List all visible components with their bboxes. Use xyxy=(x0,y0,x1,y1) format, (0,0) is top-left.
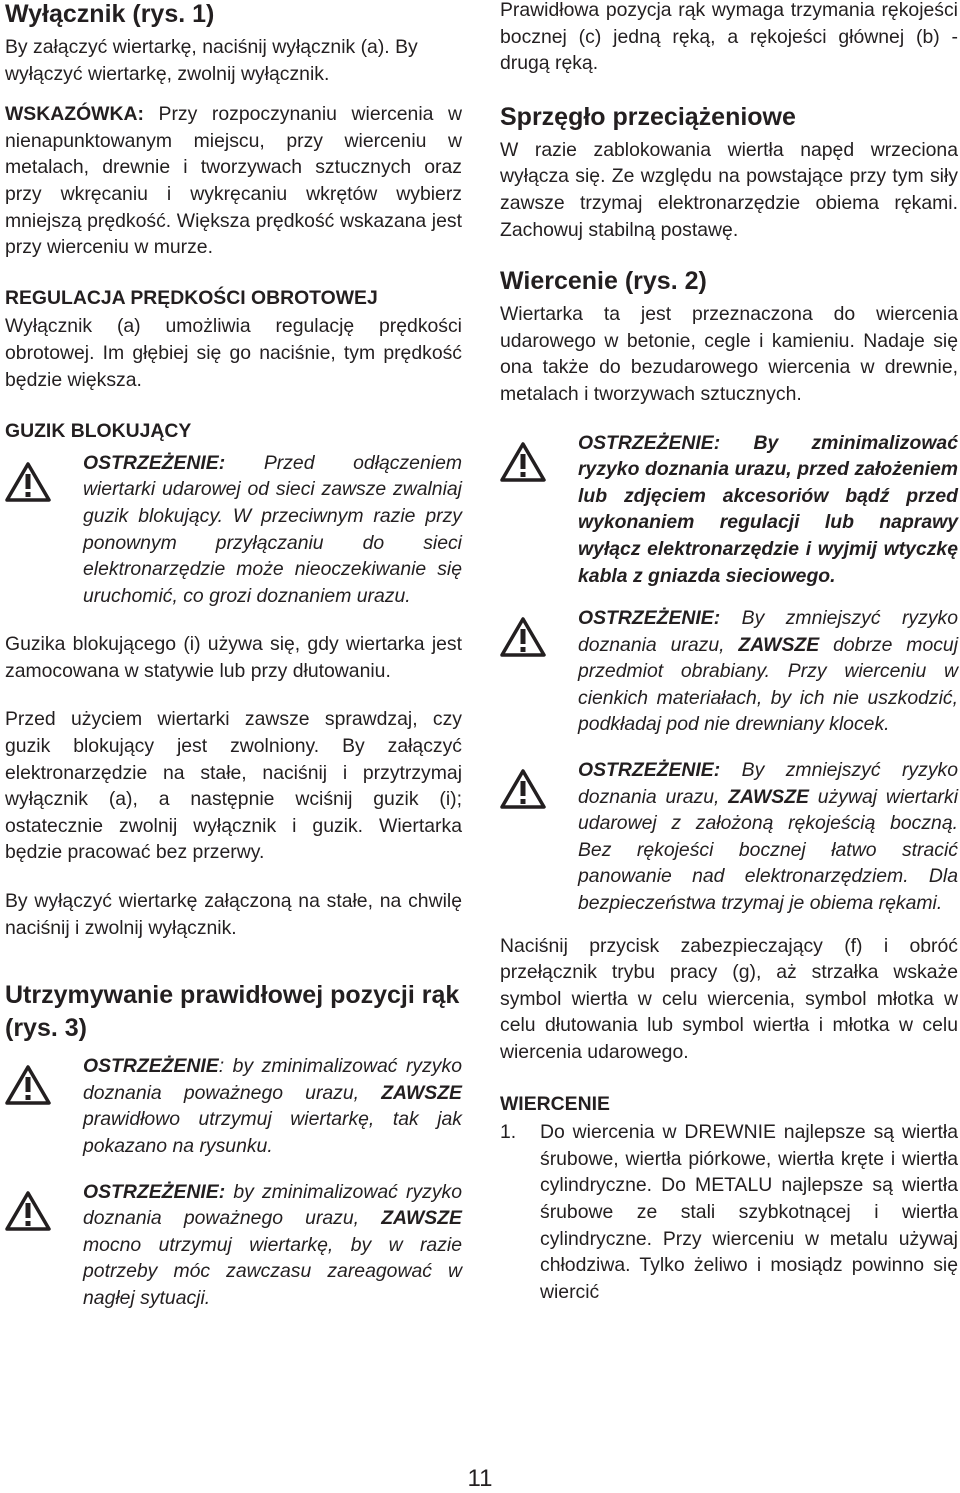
drilling-text: Wiertarka ta jest przeznaczona do wiercenia udarowego w betonie, cegle i kamieniu. Nadaje się ona także do bezudarowego wiercenia w drewnie, metalach i tworzywach sztucznych. xyxy=(500,303,958,405)
lock-warning-label: OSTRZEŻENIE: xyxy=(83,451,226,474)
drill-warning-3-text-b: używaj wiertarki udarowej z założoną rękojeścią boczną. Bez rękojeści bocznej łatwo stracić panowanie nad elektronarzędziem. Dla bezpieczeństwa trzymaj je obiema rękami. xyxy=(578,785,959,915)
hands-warning-1-text-a: : by zminimalizować ryzyko doznania poważnego urazu, xyxy=(83,1055,462,1104)
drill-warning-1-label: OSTRZEŻENIE: xyxy=(578,431,721,454)
hands-warning-1 xyxy=(5,1053,462,1159)
hint-label: WSKAZÓWKA: xyxy=(5,103,144,126)
list-item-number: 1. xyxy=(500,1121,517,1144)
warning-triangle-icon xyxy=(500,617,546,657)
hands-heading: Utrzymywanie prawidłowej pozycji rąk (rys. 3) xyxy=(5,981,460,1043)
drill-warning-2-label: OSTRZEŻENIE: xyxy=(578,607,721,630)
hands-warning-2-text-a: by zminimalizować ryzyko doznania poważnego urazu, xyxy=(83,1180,463,1230)
clutch-heading: Sprzęgło przeciążeniowe xyxy=(500,102,796,131)
lock-heading: GUZIK BLOKUJĄCY xyxy=(5,420,192,443)
hands-warning-2 xyxy=(5,1179,462,1312)
drilling-list xyxy=(500,1119,958,1305)
clutch-text: W razie zablokowania wiertła napęd wrzeciona wyłącza się. Ze względu na powstające przy tym siły zawsze trzymaj elektronarzędzie obiema rękami. Zachowuj stabilną postawę. xyxy=(500,138,958,241)
mode-selector-text: Naciśnij przycisk zabezpieczający (f) i obróć przełącznik trybu pracy (g), aż strzałka wskaże symbol wiertła w celu wiercenia, symbol młotka w celu dłutowania lub symbol wiertła i młotka w celu wiercenia udarowego. xyxy=(500,934,958,1063)
lock-paragraph-1: Guzika blokującego (i) używa się, gdy wiertarka jest zamocowana w statywie lub przy dłutowaniu. xyxy=(5,633,462,682)
hint-paragraph xyxy=(5,101,462,261)
list-item-text: Do wiercenia w DREWNIE najlepsze są wiertła śrubowe, wiertła piórkowe, wiertła kręte i wiertła cylindryczne. Do METALU najlepsze są wiertła śrubowe ze stali szybkotnącej i wiertła cylindryczne. Przy wierceniu w metalu używaj chłodziwa. Tylko żeliwo i mosiądz powinno się wiercić xyxy=(540,1121,958,1303)
drill-warning-2-text-a: By zmniejszyć ryzyko doznania urazu, xyxy=(578,607,958,656)
speed-text: Wyłącznik (a) umożliwia regulację prędkości obrotowej. Im głębiej się go naciśnie, tym prędkość będzie większa. xyxy=(5,315,462,391)
drilling-heading: Wiercenie (rys. 2) xyxy=(500,267,707,296)
lock-paragraph-2: Przed użyciem wiertarki zawsze sprawdzaj, czy guzik blokujący jest zwolniony. By załączyć elektronarzędzie na stałe, naciśnij i przytrzymaj wyłącznik (a), a następnie wciśnij guzik (i); ostatecznie zwolnij wyłącznik i guzik. Wiertarka będzie pracować bez przerwy. xyxy=(5,708,462,864)
warning-triangle-icon xyxy=(500,442,546,482)
drill-warning-3-bold: ZAWSZE xyxy=(728,785,809,808)
hands-warning-2-text-b: mocno utrzymuj wiertarkę, by w razie potrzeby móc zawczasu zareagować w nagłej sytuacji. xyxy=(83,1233,462,1309)
hands-position-text: Prawidłowa pozycja rąk wymaga trzymania rękojeści bocznej (c) jedną ręką, a rękojeści głównej (b) - drugą ręką. xyxy=(500,0,958,75)
drill-warning-2 xyxy=(500,605,958,738)
list-item xyxy=(500,1119,958,1305)
left-column xyxy=(5,0,462,1312)
hands-warning-1-text-b: prawidłowo utrzymuj wiertarkę, tak jak pokazano na rysunku. xyxy=(83,1108,462,1157)
speed-heading: REGULACJA PRĘDKOŚCI OBROTOWEJ xyxy=(5,286,378,309)
switch-text: By załączyć wiertarkę, naciśnij wyłącznik (a). By wyłączyć wiertarkę, zwolnij wyłącznik. xyxy=(5,36,418,85)
drilling-subheading: WIERCENIE xyxy=(500,1092,610,1115)
drill-warning-3-label: OSTRZEŻENIE: xyxy=(578,759,721,782)
right-column xyxy=(500,0,958,1305)
lock-warning xyxy=(5,450,462,610)
warning-triangle-icon xyxy=(5,1065,51,1105)
lock-warning-text: Przed odłączeniem wiertarki udarowej od sieci zawsze zwalniaj guzik blokujący. W przeciwnym razie przy ponownym przyłączaniu do sieci elektronarzędzie może nieoczekiwanie się uruchomić, co grozi doznaniem urazu. xyxy=(83,451,462,607)
drill-warning-3-text-a: By zmniejszyć ryzyko doznania urazu, xyxy=(578,759,958,808)
warning-triangle-icon xyxy=(5,462,51,502)
hands-warning-1-bold: ZAWSZE xyxy=(381,1081,462,1104)
hands-warning-1-label: OSTRZEŻENIE xyxy=(83,1055,219,1078)
drill-warning-3 xyxy=(500,757,958,917)
switch-heading: Wyłącznik (rys. 1) xyxy=(5,0,215,28)
warning-triangle-icon xyxy=(500,769,546,809)
drill-warning-1-text: By zminimalizować ryzyko doznania urazu, przed założeniem lub zdjęciem akcesoriów bądź przed wykonaniem regulacji lub naprawy wyłącz elektronarzędzie i wyjmij wtyczkę kabla z gniazda sieciowego. xyxy=(578,431,958,587)
drill-warning-1 xyxy=(500,430,958,590)
drill-warning-2-text-b: dobrze mocuj przedmiot obrabiany. Przy wierceniu w cienkich materiałach, by ich nie uszkodzić, podkładaj pod nie drewniany klocek. xyxy=(578,633,959,736)
hands-warning-2-label: OSTRZEŻENIE: xyxy=(83,1180,226,1203)
drill-warning-2-bold: ZAWSZE xyxy=(738,633,820,656)
page-number: 11 xyxy=(467,1465,493,1492)
warning-triangle-icon xyxy=(5,1191,51,1231)
lock-paragraph-3: By wyłączyć wiertarkę załączoną na stałe, na chwilę naciśnij i zwolnij wyłącznik. xyxy=(5,890,462,939)
hint-text: Przy rozpoczynaniu wiercenia w nienapunktowanym miejscu, przy wierceniu w metalach, drewnie i tworzywach sztucznych oraz przy wkręcaniu i wykręcaniu wkrętów wybierz mniejszą prędkość. Większa prędkość wskazana jest przy wierceniu w murze. xyxy=(5,103,463,259)
hands-warning-2-bold: ZAWSZE xyxy=(381,1207,462,1230)
